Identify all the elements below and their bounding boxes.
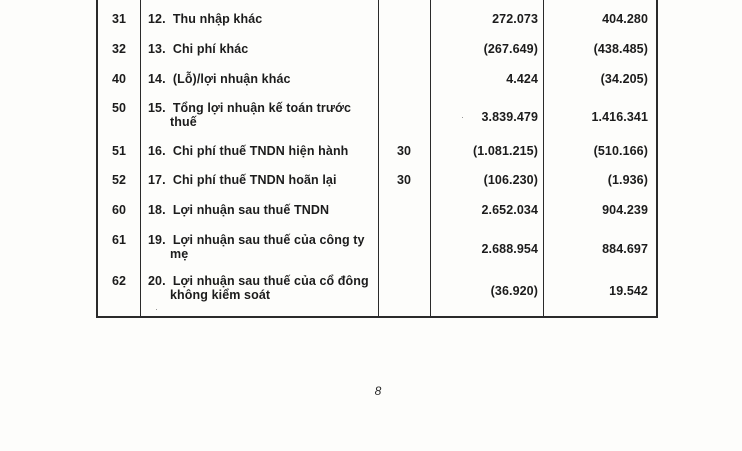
row-item-label: 19. Lợi nhuận sau thuế của công ty mẹ <box>148 233 365 261</box>
row-code: 61 <box>111 233 127 247</box>
row-previous-value: (34.205) <box>600 72 648 86</box>
row-current-value: 3.839.479 <box>481 110 538 124</box>
row-code: 62 <box>111 274 127 288</box>
row-code: 40 <box>111 72 127 86</box>
row-previous-value: 404.280 <box>602 12 648 26</box>
page-number: 8 <box>374 384 382 398</box>
column-divider-note <box>430 0 431 316</box>
row-current-value: 2.688.954 <box>481 242 538 256</box>
row-previous-value: 884.697 <box>602 242 648 256</box>
row-item-label: 16. Chi phí thuế TNDN hiện hành <box>148 144 349 158</box>
income-statement-table <box>96 0 658 318</box>
row-current-value: 2.652.034 <box>481 203 538 217</box>
row-previous-value: (510.166) <box>593 144 648 158</box>
row-previous-value: (1.936) <box>607 173 648 187</box>
financial-statement-table-fragment <box>96 0 658 320</box>
row-current-value: (267.649) <box>483 42 538 56</box>
row-previous-value: 1.416.341 <box>591 110 648 124</box>
row-previous-value: 19.542 <box>609 284 648 298</box>
row-current-value: (106.230) <box>483 173 538 187</box>
row-previous-value: 904.239 <box>602 203 648 217</box>
row-item-label: 17. Chi phí thuế TNDN hoãn lại <box>148 173 337 187</box>
row-note: 30 <box>396 144 412 158</box>
row-current-value: (1.081.215) <box>472 144 538 158</box>
row-note: 30 <box>396 173 412 187</box>
row-current-value: 272.073 <box>492 12 538 26</box>
row-item-label: 15. Tổng lợi nhuận kế toán trước thuế <box>148 101 352 129</box>
row-code: 50 <box>111 101 127 115</box>
row-current-value: 4.424 <box>506 72 538 86</box>
row-code: 32 <box>111 42 127 56</box>
scan-speck <box>462 117 463 118</box>
column-divider-code <box>140 0 141 316</box>
row-item-label: 12. Thu nhập khác <box>148 12 263 26</box>
row-item-label: 14. (Lỗ)/lợi nhuận khác <box>148 72 291 86</box>
scan-speck <box>156 309 157 310</box>
row-code: 31 <box>111 12 127 26</box>
row-current-value: (36.920) <box>490 284 538 298</box>
row-item-label: 13. Chi phí khác <box>148 42 249 56</box>
row-item-label: 20. Lợi nhuận sau thuế của cổ đông không kiểm soát <box>148 274 369 302</box>
row-previous-value: (438.485) <box>593 42 648 56</box>
column-divider-item <box>378 0 379 316</box>
row-code: 51 <box>111 144 127 158</box>
row-code: 60 <box>111 203 127 217</box>
row-item-label: 18. Lợi nhuận sau thuế TNDN <box>148 203 330 217</box>
row-code: 52 <box>111 173 127 187</box>
